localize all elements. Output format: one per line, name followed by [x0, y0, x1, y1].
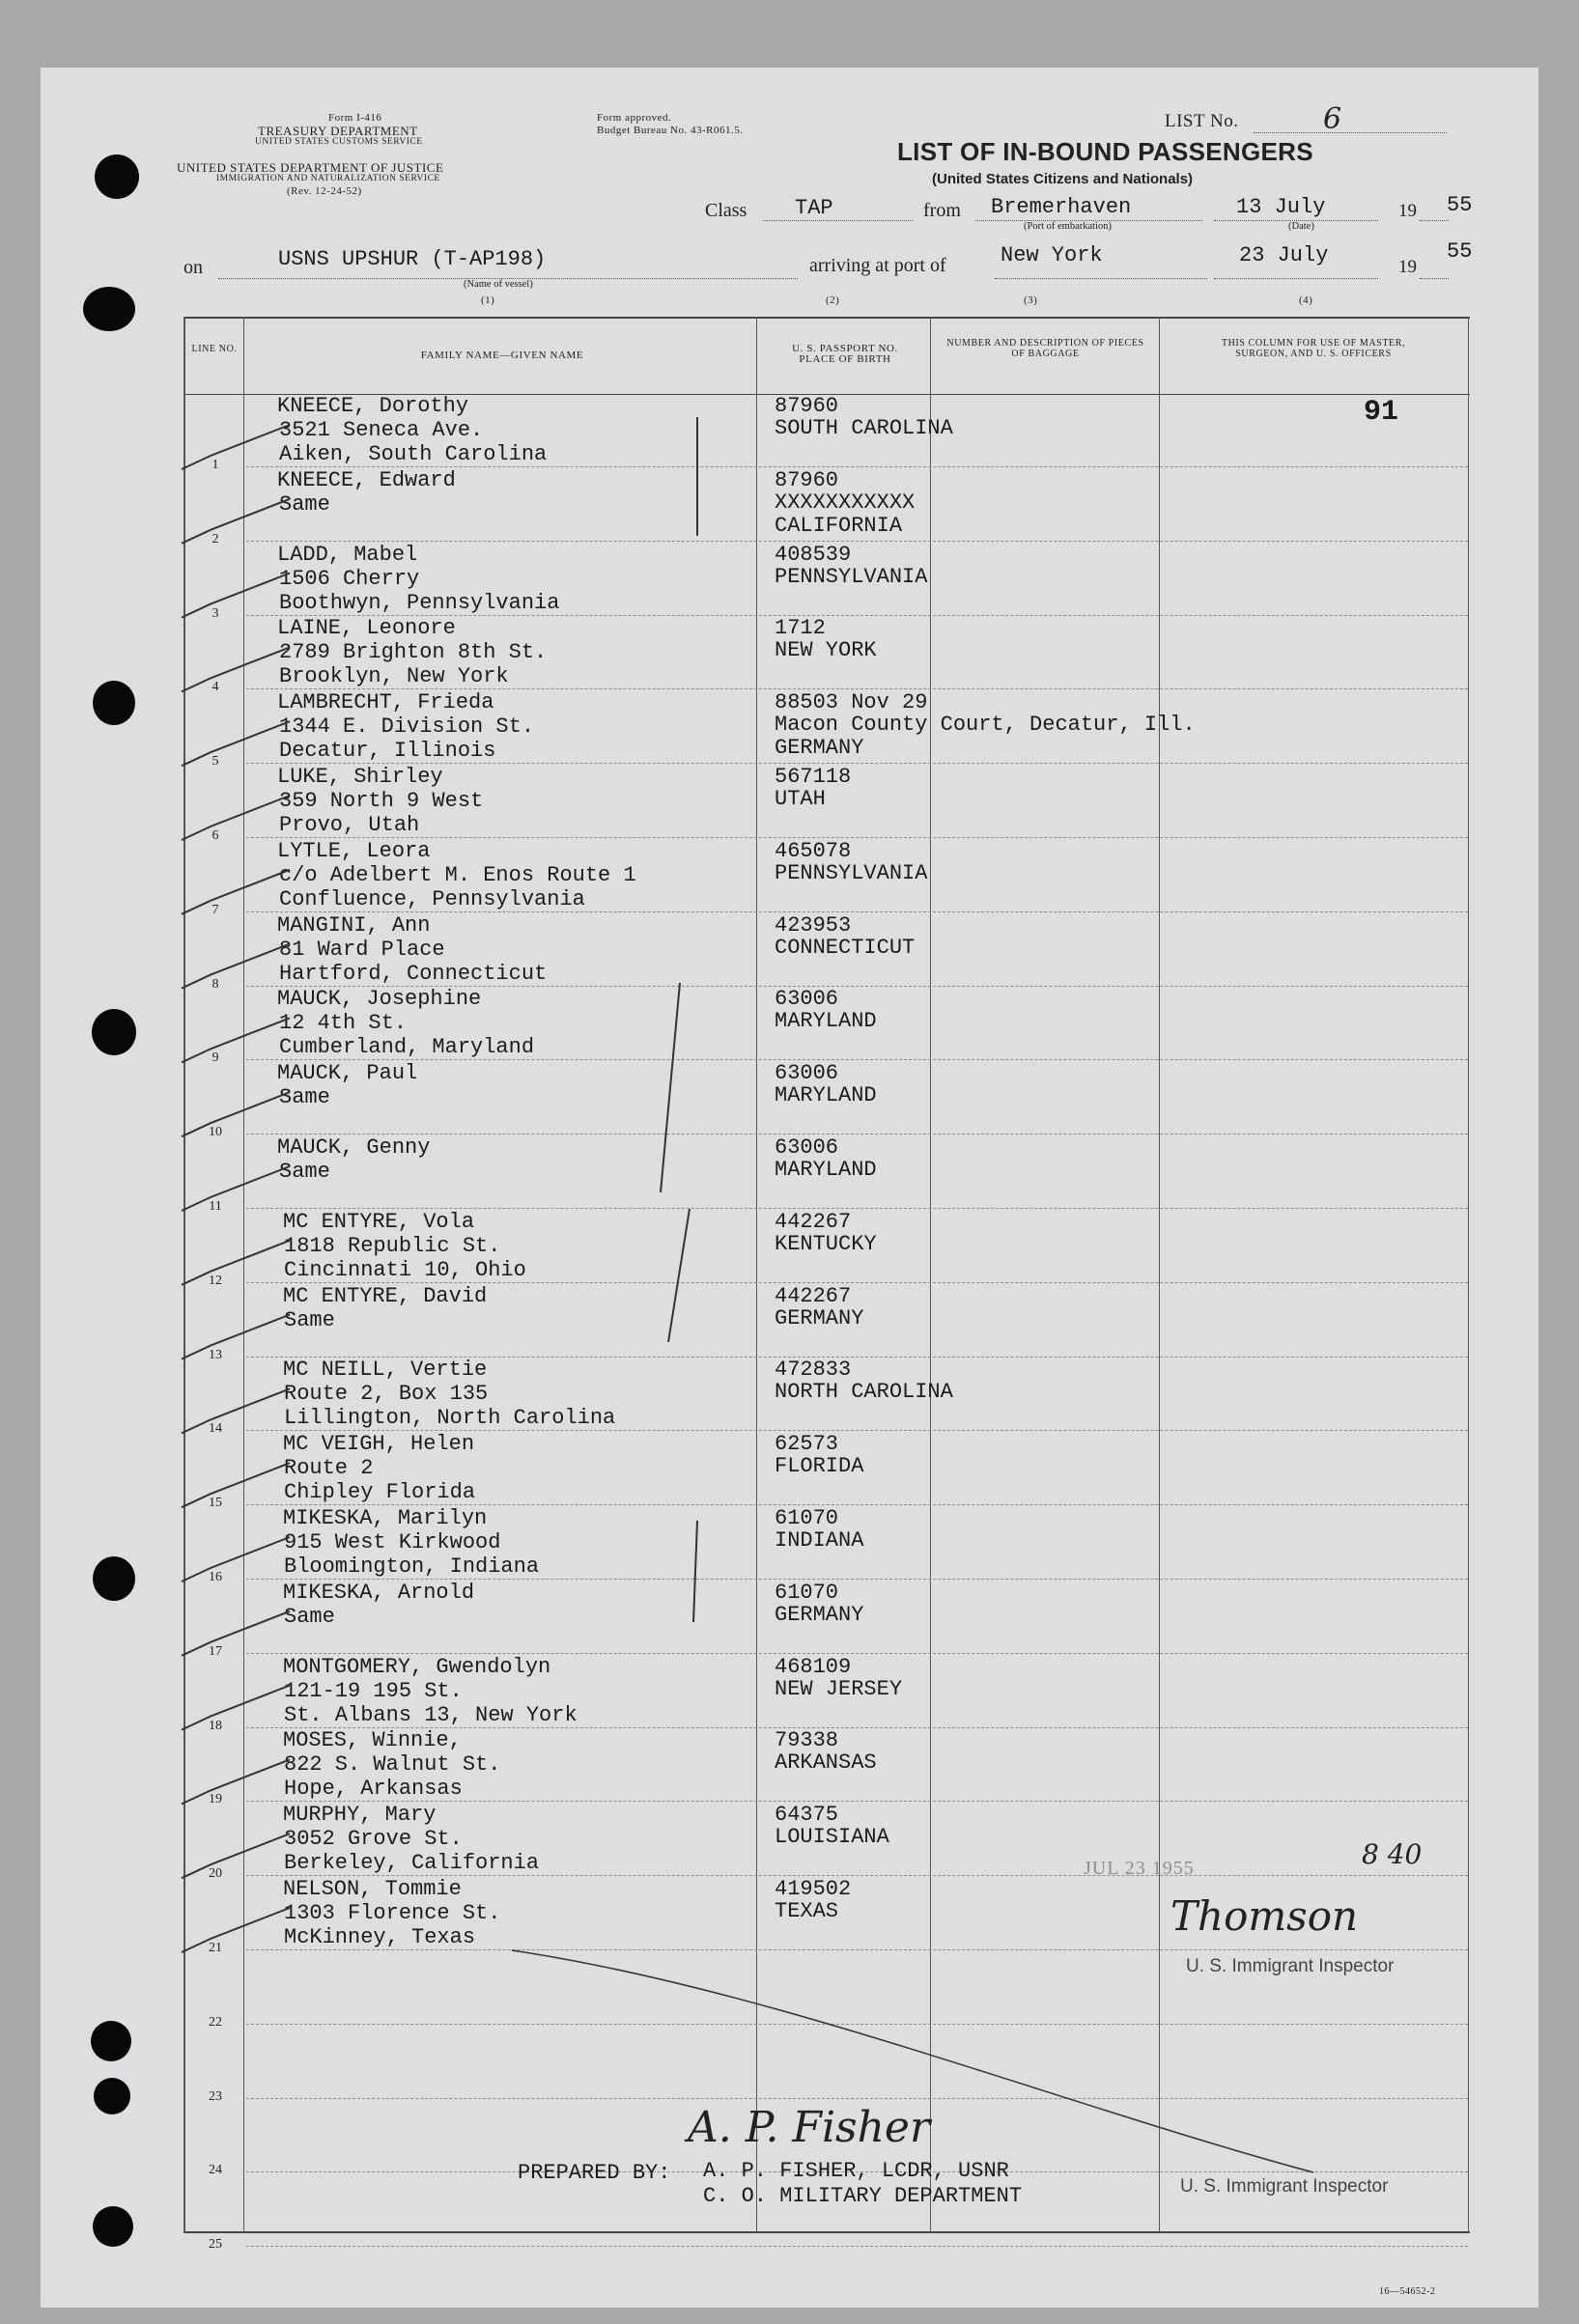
justice-label: UNITED STATES DEPARTMENT OF JUSTICE — [177, 160, 444, 175]
passenger-name: LUKE, Shirley — [277, 765, 443, 789]
passenger-name: MIKESKA, Arnold — [283, 1580, 475, 1605]
arrival-date: 23 July — [1239, 243, 1329, 267]
passenger-name: MONTGOMERY, Gwendolyn — [283, 1654, 551, 1679]
passenger-address-1: 1818 Republic St. — [284, 1233, 501, 1258]
line-number: 6 — [211, 828, 219, 843]
passenger-address-1: 915 West Kirkwood — [284, 1530, 501, 1554]
line-number: 1 — [211, 458, 219, 472]
passenger-name: LAMBRECHT, Frieda — [277, 690, 494, 715]
passenger-address-2: Confluence, Pennsylvania — [279, 886, 585, 911]
preparer-signature: A. P. Fisher — [688, 2103, 931, 2152]
passport-number: 567118 — [775, 765, 852, 789]
place-of-birth: PENNSYLVANIA — [775, 860, 928, 885]
passenger-address-1: Same — [279, 491, 330, 517]
vessel-name: USNS UPSHUR (T-AP198) — [278, 247, 547, 271]
binder-hole — [92, 1009, 136, 1055]
place-of-birth: INDIANA — [775, 1528, 864, 1553]
col-num-4: (4) — [1299, 294, 1313, 306]
passport-number: 61070 — [775, 1580, 839, 1605]
place-of-birth: NORTH CAROLINA — [775, 1380, 953, 1405]
passport-number: 419502 — [775, 1877, 852, 1901]
class-label: Class — [705, 200, 747, 221]
passenger-address-1: 359 North 9 West — [279, 789, 484, 813]
passenger-name: MOSES, Winnie, — [283, 1728, 462, 1753]
passport-number: 408539 — [775, 542, 852, 567]
col-num-1: (1) — [481, 294, 495, 306]
col-header-passport: U. S. PASSPORT NO. PLACE OF BIRTH — [792, 343, 898, 365]
row-separator — [246, 2024, 1468, 2025]
passport-number: 468109 — [775, 1654, 852, 1679]
passenger-address-2: Lillington, North Carolina — [284, 1406, 616, 1431]
line-number: 7 — [211, 902, 219, 917]
revision-label: (Rev. 12-24-52) — [287, 185, 362, 197]
passenger-address-2: Cincinnati 10, Ohio — [284, 1257, 526, 1282]
ins-label: IMMIGRATION AND NATURALIZATION SERVICE — [216, 174, 440, 183]
passenger-address-1: Route 2 — [284, 1456, 374, 1481]
passenger-address-1: 1344 E. Division St. — [279, 714, 535, 740]
line-number: 16 — [209, 1570, 222, 1584]
inspector-title-2: U. S. Immigrant Inspector — [1180, 2176, 1389, 2197]
vessel-caption: (Name of vessel) — [464, 279, 533, 290]
line-number: 11 — [209, 1199, 222, 1214]
treasury-label: TREASURY DEPARTMENT — [258, 124, 418, 138]
passenger-address-2: Bloomington, Indiana — [284, 1554, 540, 1579]
passenger-address-2: Hope, Arkansas — [284, 1777, 463, 1802]
passenger-count: 91 — [1364, 396, 1399, 429]
passport-number: 423953 — [775, 912, 852, 938]
preparer-name: A. P. FISHER, LCDR, USNR — [703, 2159, 1009, 2183]
passenger-address-1: 12 4th St. — [279, 1011, 408, 1036]
line-number: 18 — [209, 1718, 222, 1733]
arrival-stamp: JUL 23 1955 — [1084, 1858, 1195, 1879]
passenger-name: MURPHY, Mary — [283, 1803, 437, 1828]
place-of-birth-2: CALIFORNIA — [775, 513, 903, 538]
line-number: 8 — [211, 976, 219, 992]
list-no-label: LIST No. — [1165, 111, 1239, 131]
form-number: Form I-416 — [328, 112, 382, 124]
line-number: 3 — [211, 605, 219, 621]
passenger-address-1: 2789 Brighton 8th St. — [279, 640, 548, 665]
passenger-address-1: Same — [279, 1085, 330, 1110]
passenger-address-1: Route 2, Box 135 — [284, 1382, 489, 1407]
arrival-port: New York — [1001, 243, 1103, 267]
passenger-name: MAUCK, Genny — [277, 1135, 431, 1160]
line-number: 15 — [209, 1496, 222, 1511]
passenger-address-2: Provo, Utah — [279, 813, 420, 837]
passport-number: 442267 — [775, 1209, 852, 1234]
arrival-date-line — [1214, 278, 1378, 279]
row-separator — [246, 1949, 1468, 1950]
passenger-address-2: McKinney, Texas — [284, 1925, 476, 1949]
year-line-1 — [1420, 220, 1449, 221]
line-number: 14 — [209, 1421, 222, 1437]
binder-hole — [95, 154, 139, 199]
passport-number: 63006 — [775, 1061, 839, 1086]
list-no-value: 6 — [1323, 102, 1342, 136]
passenger-name: MC ENTYRE, David — [283, 1283, 488, 1308]
passenger-name: MC NEILL, Vertie — [283, 1358, 488, 1383]
passport-number: 64375 — [775, 1803, 839, 1828]
passenger-name: MC ENTYRE, Vola — [283, 1209, 475, 1234]
passenger-address-2: Berkeley, California — [284, 1851, 540, 1876]
line-number: 10 — [209, 1125, 222, 1140]
passenger-name: KNEECE, Dorothy — [277, 394, 469, 418]
passport-number: 1712 — [775, 616, 826, 641]
inspector-initials: 8 40 — [1362, 1838, 1423, 1870]
line-number: 5 — [211, 754, 219, 770]
passport-number: 472833 — [775, 1358, 852, 1383]
form-approved: Form approved. — [597, 112, 672, 124]
line-number: 21 — [209, 1941, 222, 1955]
line-number: 12 — [209, 1273, 222, 1288]
class-line — [763, 220, 913, 221]
place-of-birth: MARYLAND — [775, 1158, 877, 1182]
passenger-name: MC VEIGH, Helen — [283, 1432, 475, 1457]
line-number: 20 — [209, 1866, 222, 1882]
budget-bureau: Budget Bureau No. 43-R061.5. — [597, 125, 744, 136]
line-number: 19 — [209, 1792, 222, 1807]
binder-hole — [93, 681, 135, 725]
passenger-address-2: Boothwyn, Pennsylvania — [279, 590, 560, 615]
year-prefix-2: 19 — [1398, 257, 1417, 277]
col-header-officers: THIS COLUMN FOR USE OF MASTER, SURGEON, AND U. S. OFFICERS — [1221, 338, 1406, 359]
class-value: TAP — [795, 196, 833, 220]
arriving-label: arriving at port of — [809, 255, 946, 276]
place-of-birth: GERMANY — [775, 1602, 864, 1627]
passport-number: 87960 — [775, 467, 839, 492]
arrival-port-line — [995, 278, 1207, 279]
line-number: 2 — [211, 531, 219, 546]
passenger-address-1: 3052 Grove St. — [284, 1827, 463, 1852]
passenger-name: LYTLE, Leora — [277, 838, 431, 863]
year-1: 55 — [1447, 193, 1473, 217]
embark-date: 13 July — [1236, 195, 1326, 219]
col-header-baggage: NUMBER AND DESCRIPTION OF PIECES OF BAGGAGE — [946, 338, 1144, 359]
passenger-name: LADD, Mabel — [277, 542, 418, 567]
passenger-name: MIKESKA, Marilyn — [283, 1506, 488, 1530]
place-of-birth-2: GERMANY — [775, 736, 864, 761]
page-subtitle: (United States Citizens and Nationals) — [932, 171, 1194, 187]
passenger-name: MANGINI, Ann — [277, 912, 431, 938]
passport-number: 61070 — [775, 1506, 839, 1530]
binder-hole — [93, 2206, 133, 2247]
line-number: 13 — [209, 1347, 222, 1362]
place-of-birth: TEXAS — [775, 1899, 839, 1923]
passport-number: 465078 — [775, 838, 852, 863]
passenger-address-1: Same — [279, 1160, 330, 1184]
col-num-2: (2) — [826, 294, 840, 306]
passenger-address-2: Cumberland, Maryland — [279, 1035, 535, 1060]
preparer-department: C. O. MILITARY DEPARTMENT — [703, 2184, 1023, 2208]
passenger-address-2: Aiken, South Carolina — [279, 442, 548, 466]
place-of-birth: CONNECTICUT — [775, 935, 916, 960]
passenger-name: MAUCK, Josephine — [277, 987, 482, 1012]
binder-hole — [94, 2078, 130, 2114]
place-of-birth: LOUISIANA — [775, 1825, 889, 1850]
place-of-birth: NEW JERSEY — [775, 1676, 903, 1701]
page-title: LIST OF IN-BOUND PASSENGERS — [897, 137, 1313, 166]
from-label: from — [923, 200, 961, 221]
place-of-birth: XXXXXXXXXXX — [775, 490, 916, 515]
passenger-address-2: St. Albans 13, New York — [284, 1702, 578, 1727]
col-header-line: LINE NO. — [191, 344, 238, 354]
row-separator — [246, 2098, 1468, 2099]
year-2: 55 — [1447, 239, 1473, 264]
place-of-birth: MARYLAND — [775, 1083, 877, 1108]
passenger-address-1: 121-19 195 St. — [284, 1678, 463, 1703]
inspector-title-1: U. S. Immigrant Inspector — [1186, 1956, 1395, 1976]
place-of-birth: MARYLAND — [775, 1009, 877, 1034]
passenger-address-2: Chipley Florida — [284, 1480, 476, 1505]
passenger-address-2: Hartford, Connecticut — [279, 961, 548, 986]
passenger-name: NELSON, Tommie — [283, 1877, 462, 1901]
passenger-address-2: Decatur, Illinois — [279, 739, 496, 764]
passenger-address-1: Same — [284, 1307, 335, 1332]
year-line-2 — [1420, 278, 1449, 279]
place-of-birth: FLORIDA — [775, 1454, 864, 1479]
row-separator — [246, 1059, 1468, 1060]
place-of-birth: Macon County Court, Decatur, Ill. — [775, 713, 1196, 738]
row-separator — [246, 541, 1468, 542]
line-number: 22 — [209, 2014, 222, 2030]
passport-number: 62573 — [775, 1432, 839, 1457]
passenger-name: MAUCK, Paul — [277, 1061, 418, 1086]
passenger-address-1: 1506 Cherry — [279, 566, 420, 591]
line-number: 17 — [209, 1643, 222, 1659]
col-num-3: (3) — [1024, 294, 1038, 306]
col-header-name: FAMILY NAME—GIVEN NAME — [420, 350, 584, 361]
line-number: 24 — [209, 2163, 222, 2178]
place-of-birth: PENNSYLVANIA — [775, 564, 928, 589]
passenger-address-2: Brooklyn, New York — [279, 664, 509, 689]
date-caption: (Date) — [1288, 221, 1314, 232]
line-number: 23 — [209, 2088, 222, 2104]
customs-label: UNITED STATES CUSTOMS SERVICE — [255, 137, 423, 147]
embark-port: Bremerhaven — [991, 195, 1132, 219]
place-of-birth: KENTUCKY — [775, 1231, 877, 1256]
passport-number: 79338 — [775, 1728, 839, 1753]
binder-hole — [93, 1556, 135, 1601]
list-no-line — [1254, 132, 1447, 133]
passenger-address-1: Same — [284, 1604, 335, 1629]
passenger-address-1: c/o Adelbert M. Enos Route 1 — [279, 862, 636, 887]
inspector-signature: Thomson — [1170, 1892, 1359, 1940]
footer-code: 16—54652-2 — [1379, 2286, 1436, 2297]
passport-number: 87960 — [775, 394, 839, 418]
row-separator — [246, 2246, 1468, 2247]
passenger-name: KNEECE, Edward — [277, 467, 456, 492]
prepared-by-label: PREPARED BY: — [518, 2161, 671, 2185]
passport-number: 88503 Nov 29 — [775, 690, 928, 715]
embark-caption: (Port of embarkation) — [1024, 221, 1112, 232]
passport-number: 63006 — [775, 1135, 839, 1160]
on-label: on — [183, 257, 203, 278]
passenger-name: LAINE, Leonore — [277, 616, 456, 641]
line-number: 25 — [209, 2237, 222, 2253]
place-of-birth: SOUTH CAROLINA — [775, 416, 953, 440]
line-number: 4 — [211, 680, 219, 695]
place-of-birth: UTAH — [775, 787, 826, 811]
place-of-birth: GERMANY — [775, 1305, 864, 1330]
binder-hole — [91, 2021, 131, 2061]
passenger-address-1: 3521 Seneca Ave. — [279, 418, 484, 442]
passport-number: 63006 — [775, 987, 839, 1012]
place-of-birth: ARKANSAS — [775, 1750, 877, 1776]
passenger-address-1: 822 S. Walnut St. — [284, 1752, 501, 1778]
year-prefix-1: 19 — [1398, 201, 1417, 221]
line-number: 9 — [211, 1050, 219, 1066]
passport-number: 442267 — [775, 1283, 852, 1308]
passenger-address-1: 81 Ward Place — [279, 937, 445, 962]
binder-hole — [83, 287, 135, 331]
passenger-address-1: 1303 Florence St. — [284, 1901, 501, 1925]
place-of-birth: NEW YORK — [775, 638, 877, 663]
